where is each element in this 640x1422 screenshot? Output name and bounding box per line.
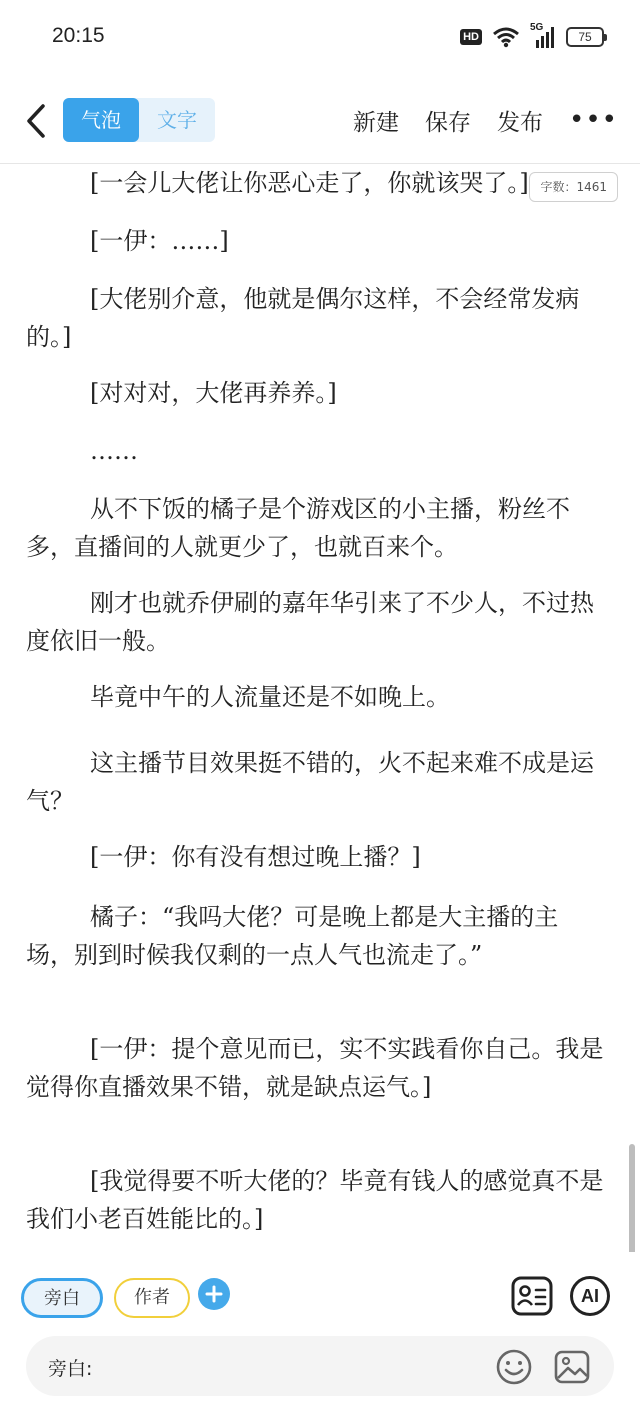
tab-text[interactable]: 文字 (157, 108, 197, 132)
role-chip-author[interactable]: 作者 (114, 1278, 190, 1318)
top-toolbar (0, 76, 640, 164)
paragraph[interactable]: 橘子：“我吗大佬？可是晚上都是大主播的主场，别到时候我仅剩的一点人气也流走了。” (26, 903, 559, 969)
emoji-button[interactable] (495, 1348, 533, 1386)
wifi-icon (492, 26, 520, 48)
input-role-label: 旁白: (48, 1358, 93, 1380)
input-bar (26, 1336, 614, 1396)
publish-button[interactable]: 发布 (496, 109, 543, 136)
network-type-label: 5G (530, 22, 544, 33)
paragraph[interactable]: …… (90, 437, 138, 465)
paragraph[interactable]: 毕竟中午的人流量还是不如晚上。 (90, 683, 450, 711)
emoji-icon (495, 1348, 533, 1386)
paragraph[interactable]: 这主播节目效果挺不错的，火不起来难不成是运气？ (26, 749, 594, 815)
paragraph[interactable]: 从不下饭的橘子是个游戏区的小主播，粉丝不多，直播间的人就更少了，也就百来个。 (26, 495, 570, 561)
hd-badge: HD (460, 29, 482, 45)
add-role-button[interactable] (198, 1278, 230, 1310)
paragraph[interactable]: 刚才也就乔伊刷的嘉年华引来了不少人，不过热度依旧一般。 (26, 589, 594, 655)
paragraph[interactable]: [一伊：你有没有想过晚上播？] (90, 843, 421, 871)
ai-button[interactable]: AI (570, 1276, 610, 1316)
toolbar-actions (353, 98, 618, 142)
word-count-badge: 字数：1461 (529, 172, 618, 202)
image-button[interactable] (553, 1348, 591, 1386)
paragraph[interactable]: [对对对，大佬再养养。] (90, 379, 337, 407)
plus-icon (205, 1285, 223, 1303)
message-input[interactable] (110, 1346, 490, 1386)
role-chip-narrator[interactable]: 旁白 (21, 1278, 103, 1318)
more-icon[interactable]: ••• (568, 105, 618, 135)
status-time: 20:15 (52, 24, 105, 47)
paragraph[interactable]: [一会儿大佬让你恶心走了，你就该哭了。] (90, 169, 529, 197)
status-icons (460, 24, 604, 50)
paragraph[interactable]: [我觉得要不听大佬的？毕竟有钱人的感觉真不是我们小老百姓能比的。] (26, 1167, 604, 1233)
paragraph[interactable]: [一伊：……] (90, 227, 229, 255)
tab-bubble[interactable]: 气泡 (63, 98, 139, 142)
role-card-button[interactable] (511, 1276, 553, 1316)
image-icon (553, 1348, 591, 1386)
signal-icon (530, 22, 556, 48)
battery-icon: 75 (566, 27, 604, 47)
status-bar (0, 0, 640, 76)
role-card-icon (511, 1276, 553, 1316)
back-button[interactable] (18, 98, 54, 144)
new-button[interactable]: 新建 (352, 109, 399, 136)
composer-panel (0, 1252, 640, 1422)
scrollbar[interactable] (629, 1144, 635, 1252)
mode-switch (63, 98, 215, 142)
paragraph[interactable]: [大佬别介意，他就是偶尔这样，不会经常发病的。] (26, 285, 580, 351)
paragraph[interactable]: [一伊：提个意见而已，实不实践看你自己。我是觉得你直播效果不错，就是缺点运气。] (26, 1035, 604, 1101)
save-button[interactable]: 保存 (424, 109, 471, 136)
editor-content[interactable] (0, 164, 640, 1252)
back-chevron-icon (25, 103, 47, 139)
